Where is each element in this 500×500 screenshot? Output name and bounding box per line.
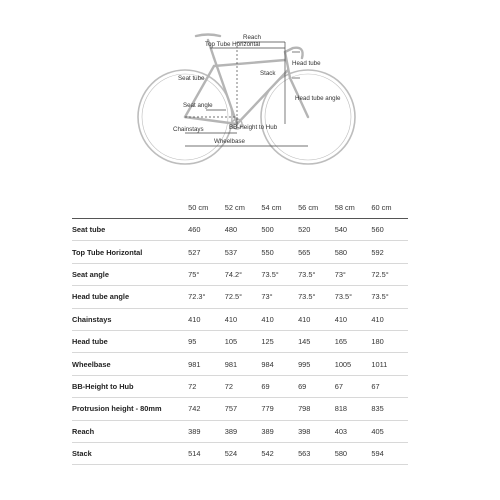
label-head-tube: Head tube [292, 60, 321, 67]
table-cell: 798 [298, 404, 311, 414]
table-cell: 1005 [334, 359, 352, 369]
table-cell: 580 [334, 247, 348, 257]
table-cell: 410 [371, 314, 384, 324]
table-cell: 73.5° [298, 269, 316, 279]
table-row [72, 308, 408, 330]
row-label: Reach [72, 426, 95, 436]
row-label: Head tube angle [72, 292, 130, 302]
table-cell: 818 [334, 404, 348, 414]
size-header: 52 cm [224, 202, 245, 212]
table-cell: 73.5° [334, 292, 353, 302]
table-cell: 180 [371, 337, 384, 347]
table-cell: 1011 [371, 359, 388, 369]
row-label: Chainstays [72, 314, 112, 324]
table-cell: 73.5° [298, 292, 316, 302]
label-reach: Reach [243, 34, 261, 41]
row-label: Stack [72, 449, 92, 459]
table-cell: 67 [334, 381, 343, 391]
table-cell: 165 [334, 337, 348, 347]
row-label: Protrusion height - 80mm [72, 404, 162, 414]
table-cell: 550 [261, 247, 274, 257]
row-label: Top Tube Horizontal [72, 247, 143, 257]
table-cell: 398 [298, 426, 311, 436]
table-cell: 981 [188, 359, 201, 369]
table-cell: 984 [261, 359, 274, 369]
table-cell: 389 [261, 426, 274, 436]
table-cell: 403 [334, 426, 348, 436]
size-header: 56 cm [298, 202, 319, 212]
table-cell: 75° [188, 269, 200, 279]
table-cell: 389 [224, 426, 238, 436]
table-cell: 835 [371, 404, 384, 414]
table-cell: 757 [224, 404, 238, 414]
table-row [72, 219, 408, 241]
table-cell: 542 [261, 449, 274, 459]
row-label: Wheelbase [72, 359, 111, 369]
bike-geometry-diagram [0, 0, 500, 200]
table-cell: 995 [298, 359, 311, 369]
table-cell: 145 [298, 337, 311, 347]
label-seat-angle: Seat angle [183, 102, 213, 109]
row-label: Seat tube [72, 225, 106, 235]
table-cell: 105 [224, 337, 238, 347]
table-cell: 69 [298, 381, 307, 391]
row-label: Seat angle [72, 269, 109, 279]
table-cell: 410 [298, 314, 311, 324]
size-header: 60 cm [371, 202, 392, 212]
table-cell: 527 [188, 247, 201, 257]
table-cell: 74.2° [224, 269, 243, 279]
table-row [72, 263, 408, 285]
table-cell: 480 [224, 225, 238, 235]
header-corner [72, 196, 188, 219]
table-cell: 565 [298, 247, 311, 257]
table-cell: 95 [188, 337, 197, 347]
table-cell: 540 [334, 225, 348, 235]
geometry-table [72, 196, 408, 465]
table-cell: 520 [298, 225, 311, 235]
table-row [72, 442, 408, 464]
label-stack: Stack [260, 70, 276, 77]
table-cell: 779 [261, 404, 274, 414]
size-header-row [72, 196, 408, 219]
table-cell: 73.5° [261, 269, 279, 279]
table-cell: 460 [188, 225, 201, 235]
table-cell: 560 [371, 225, 384, 235]
table-cell: 72 [224, 381, 234, 391]
table-cell: 537 [224, 247, 238, 257]
label-head-tube-angle: Head tube angle [295, 95, 341, 102]
row-label: BB-Height to Hub [72, 381, 134, 391]
table-row [72, 353, 408, 375]
table-row [72, 330, 408, 352]
table-cell: 563 [298, 449, 311, 459]
table-cell: 73° [261, 292, 273, 302]
table-cell: 389 [188, 426, 201, 436]
table-cell: 410 [188, 314, 201, 324]
table-cell: 410 [334, 314, 348, 324]
table-row [72, 241, 408, 263]
table-cell: 72.3° [188, 292, 206, 302]
label-wheelbase: Wheelbase [214, 138, 245, 145]
table-cell: 72 [188, 381, 197, 391]
size-header: 54 cm [261, 202, 282, 212]
table-cell: 742 [188, 404, 201, 414]
table-cell: 69 [261, 381, 270, 391]
label-seat-tube: Seat tube [178, 75, 205, 82]
table-cell: 72.5° [371, 269, 389, 279]
label-bb-height: BB-Height to Hub [229, 124, 278, 131]
table-cell: 524 [224, 449, 238, 459]
table-row [72, 286, 408, 308]
table-cell: 580 [334, 449, 348, 459]
label-chainstays: Chainstays [173, 126, 204, 133]
table-cell: 67 [371, 381, 380, 391]
size-header: 58 cm [334, 202, 355, 212]
table-cell: 592 [371, 247, 384, 257]
table-cell: 125 [261, 337, 274, 347]
label-top-tube: Top Tube Horizontal [205, 41, 261, 48]
table-row [72, 398, 408, 420]
table-cell: 981 [224, 359, 238, 369]
table-cell: 73° [334, 269, 346, 279]
table-cell: 72.5° [224, 292, 243, 302]
table-row [72, 375, 408, 397]
table-cell: 410 [224, 314, 238, 324]
row-label: Head tube [72, 337, 108, 347]
table-row [72, 420, 408, 442]
table-cell: 594 [371, 449, 384, 459]
table-cell: 410 [261, 314, 274, 324]
size-header: 50 cm [188, 202, 209, 212]
table-cell: 514 [188, 449, 201, 459]
table-cell: 500 [261, 225, 274, 235]
table-cell: 405 [371, 426, 384, 436]
table-cell: 73.5° [371, 292, 389, 302]
